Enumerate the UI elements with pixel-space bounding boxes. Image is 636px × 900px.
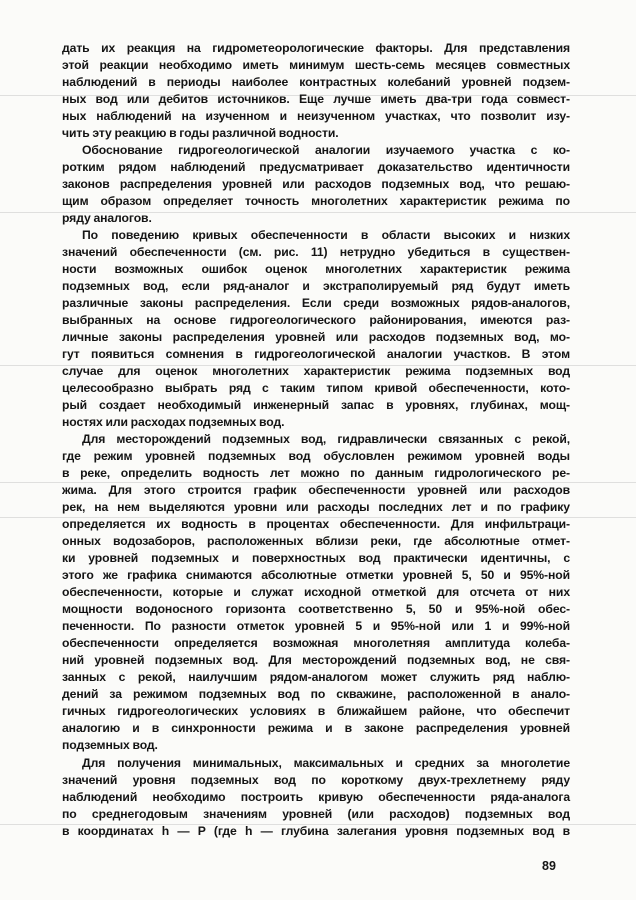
text-line: значений уровня подземных вод по короткому двух-трехлетнему ряду: [62, 773, 570, 787]
text-line: аналогию и в синхронности режима и в законе распределения уровней: [62, 721, 570, 735]
text-line: чить эту реакцию в годы различной водности.: [62, 126, 339, 140]
text-line: законов распределения уровней или расходов подземных вод, что решаю-: [62, 177, 570, 191]
text-line: занных с рекой, наилучшим рядом-аналогом может служить ряд наблю-: [62, 670, 570, 684]
text-line: Обоснование гидрогеологической аналогии изучаемого участка с ко-: [82, 143, 570, 157]
text-line: гут появиться сомнения в гидрогеологической аналогии участков. В этом: [62, 347, 570, 361]
text-line: щим образом определяет точность многолетних характеристик режима по: [62, 194, 570, 208]
text-line: выбранных на основе гидрогеологического районирования, имеются раз-: [62, 313, 570, 327]
text-line: наблюдений необходимо построить кривую обеспеченности ряда-аналога: [62, 790, 570, 804]
text-line: Для месторождений подземных вод, гидравлически связанных с рекой,: [82, 432, 570, 446]
text-line: дений за режимом подземных вод по скважине, расположенной в анало-: [62, 687, 570, 701]
text-line: ностях или расходах подземных вод.: [62, 415, 285, 429]
text-line: подземных вод.: [62, 738, 158, 752]
text-line: ний уровней подземных вод. Для месторождений подземных вод, не свя-: [62, 653, 570, 667]
text-line: обеспеченности, которые и служат исходной отметкой для отсчета от них: [62, 585, 570, 599]
page-number: 89: [542, 859, 556, 873]
text-line: гичных гидрогеологических условиях в ближайшем районе, что обеспечит: [62, 704, 570, 718]
text-line: наблюдений в периоды наиболее контрастных колебаний уровней подзем-: [62, 75, 570, 89]
text-line: обеспеченности определяется возможная многолетняя амплитуда колеба-: [62, 636, 570, 650]
text-line: определяется их водность в процентах обеспеченности. Для инфильтраци-: [62, 517, 570, 531]
text-line: жима. Для этого строится график обеспеченности уровней или расходов: [62, 483, 570, 497]
text-line: рый создает необходимый инженерный запас в уровнях, глубинах, мощ-: [62, 398, 570, 412]
text-line: По поведению кривых обеспеченности в области высоких и низких: [82, 228, 570, 242]
text-line: этого же графика снимаются абсолютные отметки уровней 5, 50 и 95%-ной: [62, 568, 570, 582]
text-line: ряду аналогов.: [62, 211, 152, 225]
text-line: ных вод или дебитов источников. Еще лучше иметь два-три года совмест-: [62, 92, 570, 106]
text-line: ности возможных ошибок оценок многолетних характеристик режима: [62, 262, 570, 276]
text-line: целесообразно выбрать ряд с таким типом кривой обеспеченности, кото-: [62, 381, 570, 395]
text-line: рек, на нем выделяются уровни или расходы последних лет и по графику: [62, 500, 570, 514]
text-line: ных наблюдений на изученном и неизученном участках, что позволит изу-: [62, 109, 570, 123]
text-line: подземных вод, если ряд-аналог и экстраполируемый ряд будут иметь: [62, 279, 570, 293]
text-line: в реке, определить водность лет можно по данным гидрологического ре-: [62, 466, 570, 480]
text-line: в координатах h — P (где h — глубина залегания уровня подземных вод в: [62, 824, 570, 838]
text-line: значений обеспеченности (см. рис. 11) нетрудно убедиться в существен-: [62, 245, 570, 259]
text-line: ротким рядом наблюдений предусматривает доказательство идентичности: [62, 160, 570, 174]
text-line: Для получения минимальных, максимальных и средних за многолетие: [82, 756, 570, 770]
text-line: случае для оценок многолетних характеристик режима подземных вод: [62, 364, 570, 378]
text-line: где режим уровней подземных вод обусловлен режимом уровней воды: [62, 449, 570, 463]
text-line: по среднегодовым значениям уровней (или расходов) подземных вод: [62, 807, 570, 821]
text-line: онных водозаборов, расположенных вблизи реки, где абсолютные отмет-: [62, 534, 570, 548]
text-line: ки уровней подземных и поверхностных вод практически идентичны, с: [62, 551, 570, 565]
text-line: дать их реакция на гидрометеорологические факторы. Для представления: [62, 41, 570, 55]
text-line: этой реакции необходимо иметь минимум шесть-семь месяцев совместных: [62, 58, 570, 72]
text-line: печенности. По разности отметок уровней 5 и 95%-ной или 1 и 99%-ной: [62, 619, 570, 633]
text-line: мощности водоносного горизонта соответственно 5, 50 и 95%-ной обес-: [62, 602, 570, 616]
text-line: различные законы распределения. Если среди возможных рядов-аналогов,: [62, 296, 570, 310]
text-line: личные законы распределения уровней или расходов подземных вод, мо-: [62, 330, 570, 344]
